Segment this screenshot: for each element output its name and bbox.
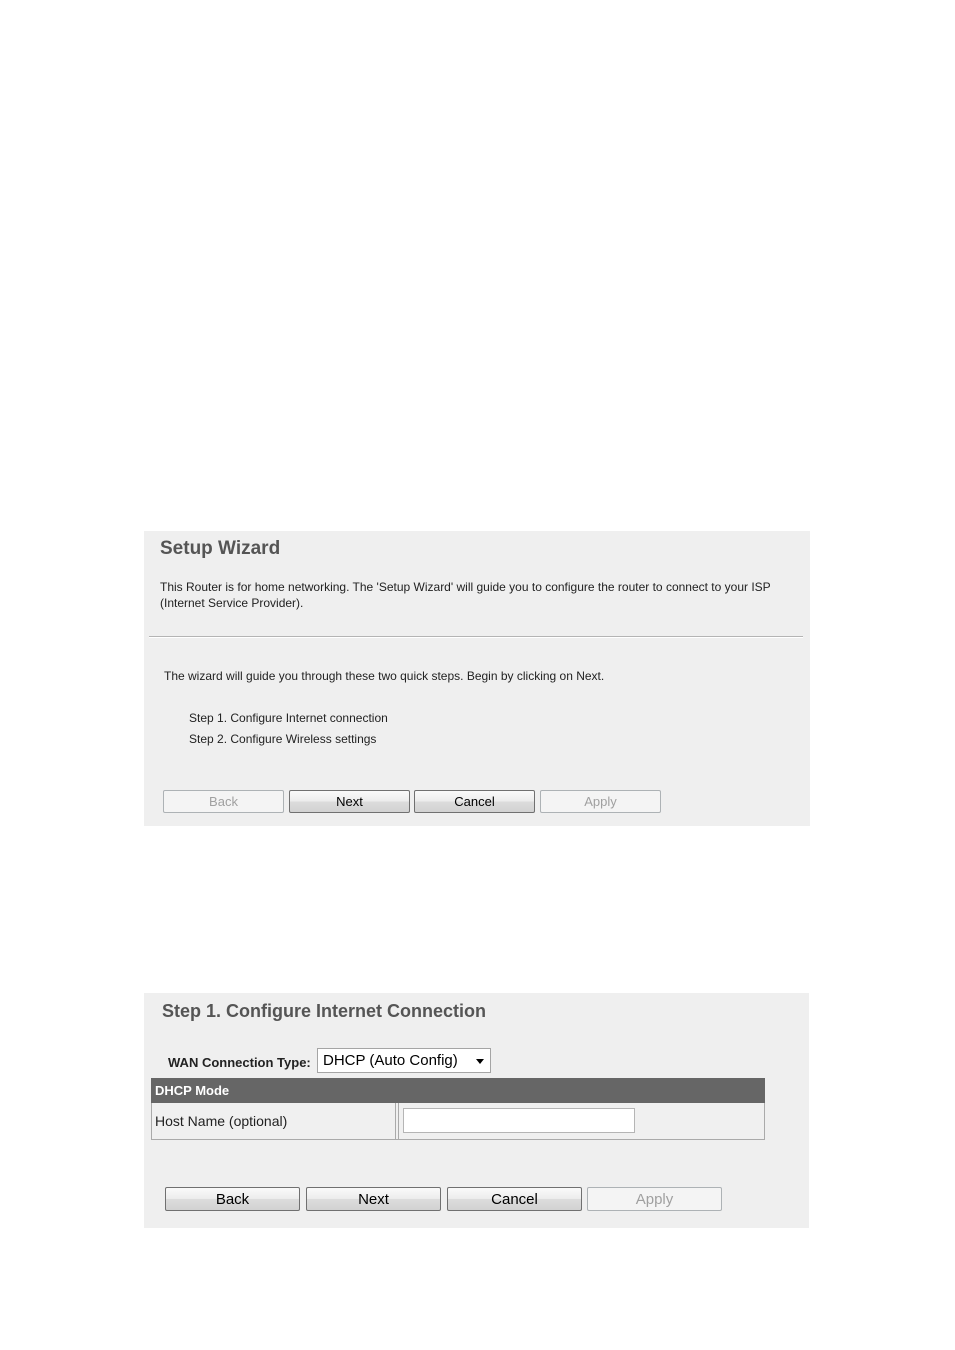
back-button[interactable]: Back	[165, 1187, 300, 1211]
wan-connection-type-select[interactable]	[317, 1048, 491, 1073]
host-name-cell	[398, 1103, 399, 1139]
dhcp-mode-header: DHCP Mode	[151, 1078, 765, 1103]
wan-connection-type-label: WAN Connection Type:	[168, 1055, 311, 1070]
section-title: Step 1. Configure Internet Connection	[162, 1001, 487, 1021]
back-button[interactable]: Back	[163, 790, 284, 813]
host-name-row	[151, 1103, 765, 1140]
cancel-button[interactable]: Cancel	[414, 790, 535, 813]
next-button[interactable]: Next	[306, 1187, 441, 1211]
cancel-button[interactable]: Cancel	[447, 1187, 582, 1211]
host-name-input[interactable]	[403, 1108, 635, 1133]
guide-text: The wizard will guide you through these two quick steps. Begin by clicking on Next.	[164, 669, 605, 683]
step-item-2: Step 2. Configure Wireless settings	[189, 732, 377, 746]
step-item-1: Step 1. Configure Internet connection	[189, 711, 388, 725]
dropdown-arrow-icon	[476, 1059, 484, 1064]
apply-button[interactable]: Apply	[540, 790, 661, 813]
host-name-label: Host Name (optional)	[152, 1103, 396, 1139]
apply-button[interactable]: Apply	[587, 1187, 722, 1211]
page-title: Setup Wizard	[160, 538, 281, 559]
divider	[149, 636, 803, 638]
next-button[interactable]: Next	[289, 790, 410, 813]
dhcp-mode-table	[151, 1078, 765, 1140]
internet-connection-panel	[144, 993, 809, 1228]
setup-wizard-panel	[144, 531, 810, 826]
wan-connection-type-value: DHCP (Auto Config)	[323, 1052, 458, 1069]
intro-text: This Router is for home networking. The 'Setup Wizard' will guide you to configure the router to connect to your ISP (Internet Service Provider).	[160, 580, 771, 610]
